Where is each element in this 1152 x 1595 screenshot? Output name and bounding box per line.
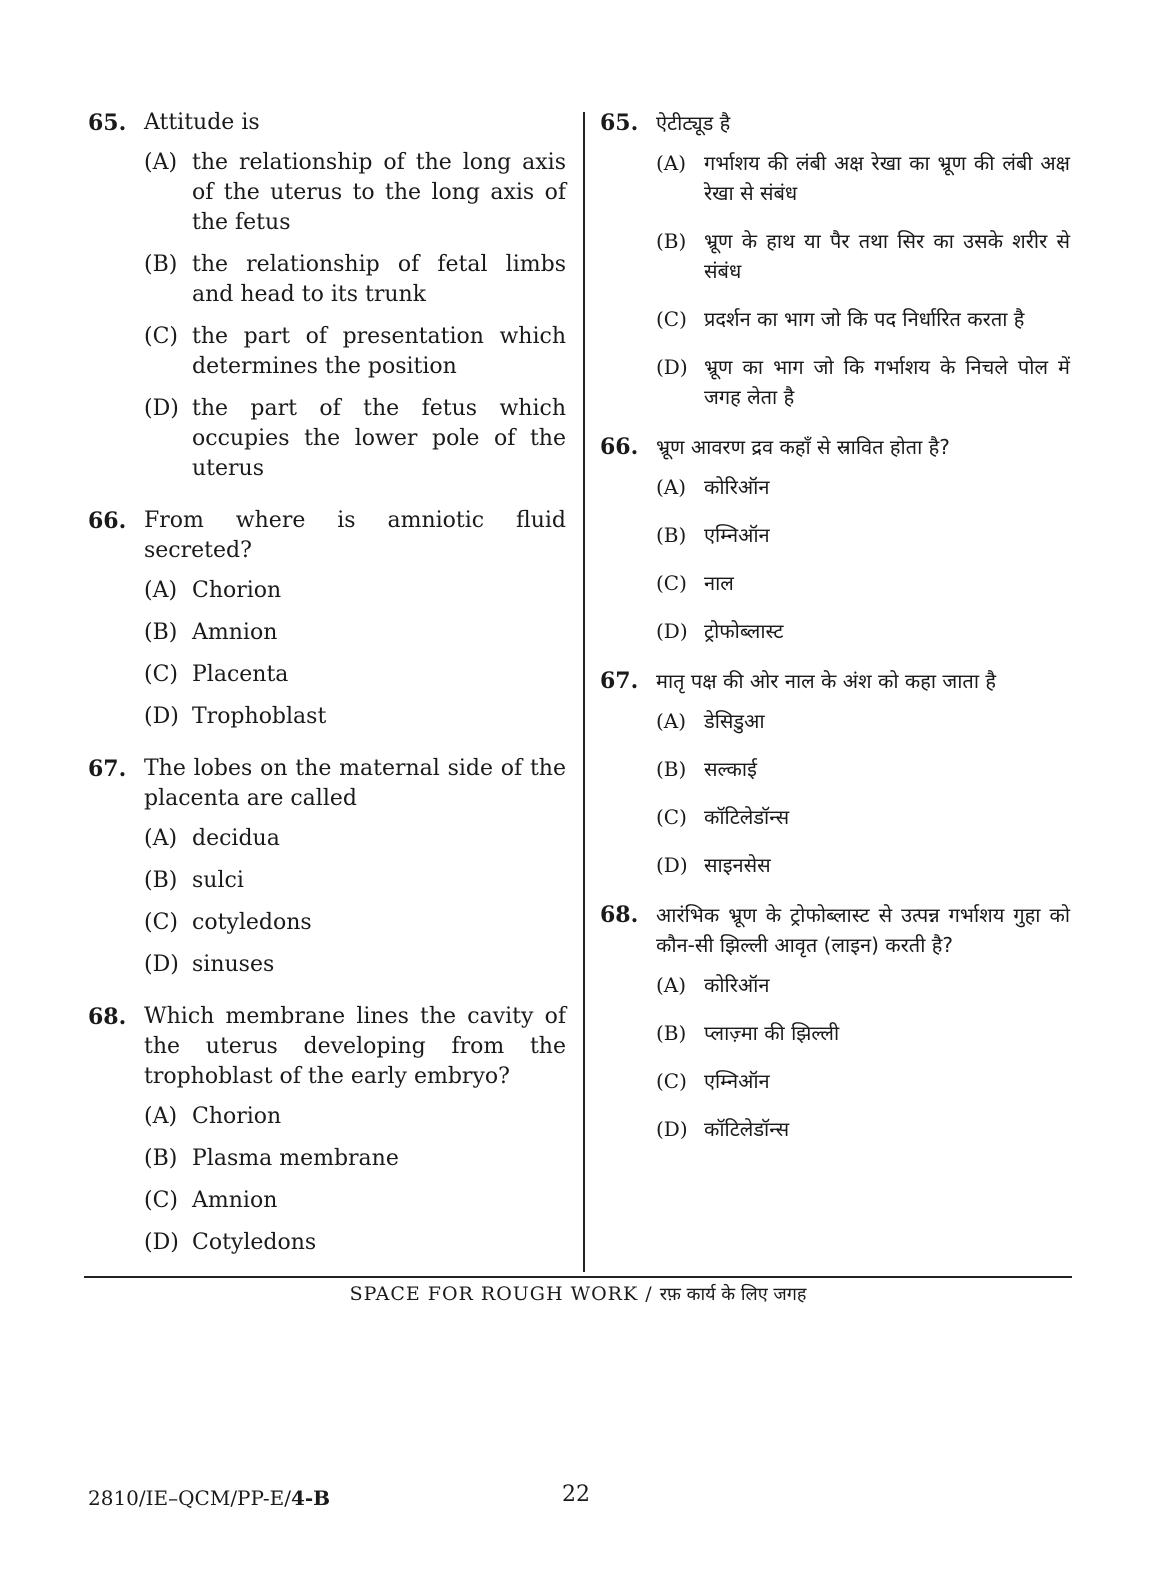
option-item: [144, 1144, 566, 1174]
option-label: (D): [144, 1230, 179, 1255]
option-item: [656, 226, 1070, 286]
rough-work-divider: [84, 1276, 1072, 1278]
option-item: [656, 1114, 1070, 1144]
option-item: [144, 148, 566, 238]
option-item: [144, 322, 566, 382]
option-label: (A): [144, 1104, 178, 1129]
paper-code-set: 4-B: [290, 1486, 331, 1510]
question-head: [600, 900, 1070, 960]
option-text: साइनसेस: [704, 853, 771, 877]
option-text: नाल: [704, 571, 734, 595]
option-list: [144, 824, 566, 980]
question-number: 66.: [600, 434, 639, 460]
option-item: [656, 1066, 1070, 1096]
option-item: [656, 352, 1070, 412]
option-label: (B): [656, 757, 687, 781]
rough-work-hi: रफ़ कार्य के लिए जगह: [659, 1284, 807, 1305]
option-label: (A): [144, 826, 178, 851]
option-text: सल्काई: [704, 757, 757, 781]
option-label: (D): [656, 355, 688, 379]
option-item: [144, 824, 566, 854]
question-hindi: [600, 666, 1070, 880]
question-number: 68.: [600, 902, 639, 928]
option-label: (D): [656, 1117, 688, 1141]
option-text: cotyledons: [192, 910, 312, 935]
question-text: The lobes on the maternal side of the placenta are called: [144, 756, 566, 811]
option-item: [144, 394, 566, 484]
option-label: (C): [656, 805, 687, 829]
option-text: the part of the fetus which occupies the lower pole of the uterus: [192, 396, 566, 481]
option-item: [656, 304, 1070, 334]
question-english: [88, 1002, 566, 1258]
option-text: the relationship of fetal limbs and head to its trunk: [192, 252, 566, 307]
option-text: sinuses: [192, 952, 275, 977]
option-label: (B): [144, 620, 178, 645]
option-text: the part of presentation which determines the position: [192, 324, 566, 379]
option-item: [144, 950, 566, 980]
option-item: [656, 754, 1070, 784]
question-text: ऐटीट्यूड है: [656, 111, 731, 135]
option-text: sulci: [192, 868, 244, 893]
question-number: 67.: [600, 668, 639, 694]
option-label: (D): [144, 396, 179, 421]
question-head: [600, 108, 1070, 138]
option-list: [656, 472, 1070, 646]
question-hindi: [600, 108, 1070, 412]
column-divider: [583, 112, 585, 1272]
question-english: [88, 108, 566, 484]
question-text: Attitude is: [144, 110, 260, 135]
option-text: प्रदर्शन का भाग जो कि पद निर्धारित करता है: [704, 307, 1025, 331]
option-text: Amnion: [192, 620, 278, 645]
option-item: [656, 520, 1070, 550]
option-label: (C): [144, 662, 178, 687]
option-list: [144, 576, 566, 732]
question-text: आरंभिक भ्रूण के ट्रोफोब्लास्ट से उत्पन्न गर्भाशय गुहा को कौन-सी झिल्ली आवृत (लाइन) करती है?: [656, 903, 1070, 957]
option-item: [144, 1186, 566, 1216]
option-text: गर्भाशय की लंबी अक्ष रेखा का भ्रूण की लंबी अक्ष रेखा से संबंध: [704, 151, 1070, 205]
option-label: (D): [144, 952, 179, 977]
question-hindi: [600, 432, 1070, 646]
option-text: Placenta: [192, 662, 289, 687]
option-label: (A): [144, 150, 178, 175]
question-text: मातृ पक्ष की ओर नाल के अंश को कहा जाता है: [656, 669, 996, 693]
question-head: [600, 666, 1070, 696]
option-label: (B): [656, 229, 687, 253]
hindi-column: [600, 108, 1070, 1164]
option-label: (D): [656, 853, 688, 877]
question-head: [88, 1002, 566, 1092]
rough-work-sep: /: [645, 1283, 653, 1305]
option-item: [144, 1102, 566, 1132]
option-item: [144, 1228, 566, 1258]
option-label: (B): [656, 523, 687, 547]
option-item: [656, 472, 1070, 502]
option-item: [144, 908, 566, 938]
option-label: (C): [656, 1069, 687, 1093]
option-item: [656, 850, 1070, 880]
option-list: [144, 1102, 566, 1258]
option-text: एम्निऑन: [704, 1069, 770, 1093]
option-list: [144, 148, 566, 484]
option-text: कोरिऑन: [704, 973, 770, 997]
question-hindi: [600, 900, 1070, 1144]
question-number: 67.: [88, 756, 127, 782]
option-text: भ्रूण के हाथ या पैर तथा सिर का उसके शरीर से संबंध: [704, 229, 1070, 283]
option-text: डेसिडुआ: [704, 709, 765, 733]
question-head: [88, 754, 566, 814]
option-label: (C): [656, 307, 687, 331]
option-label: (B): [144, 868, 178, 893]
option-item: [656, 802, 1070, 832]
option-text: कॉटिलेडॉन्स: [704, 805, 790, 829]
option-label: (D): [144, 704, 179, 729]
option-text: Plasma membrane: [192, 1146, 399, 1171]
question-text: Which membrane lines the cavity of the uterus developing from the trophoblast of the early embryo?: [144, 1004, 566, 1089]
option-text: Trophoblast: [192, 704, 327, 729]
option-item: [144, 702, 566, 732]
option-label: (C): [656, 571, 687, 595]
option-label: (B): [144, 252, 178, 277]
english-column: [88, 108, 566, 1280]
question-head: [88, 108, 566, 138]
question-number: 66.: [88, 508, 127, 534]
option-item: [144, 576, 566, 606]
option-text: कॉटिलेडॉन्स: [704, 1117, 790, 1141]
option-item: [144, 250, 566, 310]
option-item: [656, 706, 1070, 736]
option-item: [144, 660, 566, 690]
question-english: [88, 506, 566, 732]
option-item: [656, 970, 1070, 1000]
option-text: Chorion: [192, 1104, 282, 1129]
option-item: [656, 616, 1070, 646]
option-item: [144, 866, 566, 896]
option-item: [144, 618, 566, 648]
option-text: भ्रूण का भाग जो कि गर्भाशय के निचले पोल में जगह लेता है: [704, 355, 1070, 409]
option-label: (A): [656, 709, 687, 733]
option-text: कोरिऑन: [704, 475, 770, 499]
option-label: (A): [144, 578, 178, 603]
option-label: (C): [144, 1188, 178, 1213]
rough-work-en: SPACE FOR ROUGH WORK: [349, 1283, 639, 1305]
option-item: [656, 148, 1070, 208]
option-label: (A): [656, 151, 687, 175]
option-text: the relationship of the long axis of the uterus to the long axis of the fetus: [192, 150, 566, 235]
option-item: [656, 1018, 1070, 1048]
option-text: प्लाज़्मा की झिल्ली: [704, 1021, 840, 1045]
option-label: (D): [656, 619, 688, 643]
option-text: Chorion: [192, 578, 282, 603]
question-number: 65.: [600, 110, 639, 136]
question-head: [88, 506, 566, 566]
rough-work-label: [84, 1282, 1072, 1306]
option-text: ट्रोफोब्लास्ट: [704, 619, 784, 643]
option-label: (C): [144, 324, 178, 349]
option-label: (A): [656, 973, 687, 997]
option-text: Amnion: [192, 1188, 278, 1213]
question-text: From where is amniotic fluid secreted?: [144, 508, 566, 563]
option-list: [656, 970, 1070, 1144]
option-list: [656, 148, 1070, 412]
option-text: decidua: [192, 826, 280, 851]
question-head: [600, 432, 1070, 462]
option-list: [656, 706, 1070, 880]
option-label: (A): [656, 475, 687, 499]
question-text: भ्रूण आवरण द्रव कहाँ से स्रावित होता है?: [656, 435, 950, 459]
option-label: (C): [144, 910, 178, 935]
question-number: 65.: [88, 110, 127, 136]
page-number: 22: [562, 1482, 590, 1507]
option-label: (B): [144, 1146, 178, 1171]
option-label: (B): [656, 1021, 687, 1045]
question-number: 68.: [88, 1004, 127, 1030]
question-english: [88, 754, 566, 980]
option-text: Cotyledons: [192, 1230, 317, 1255]
option-text: एम्निऑन: [704, 523, 770, 547]
paper-code-prefix: 2810/IE–QCM/PP-E/: [88, 1486, 291, 1510]
option-item: [656, 568, 1070, 598]
